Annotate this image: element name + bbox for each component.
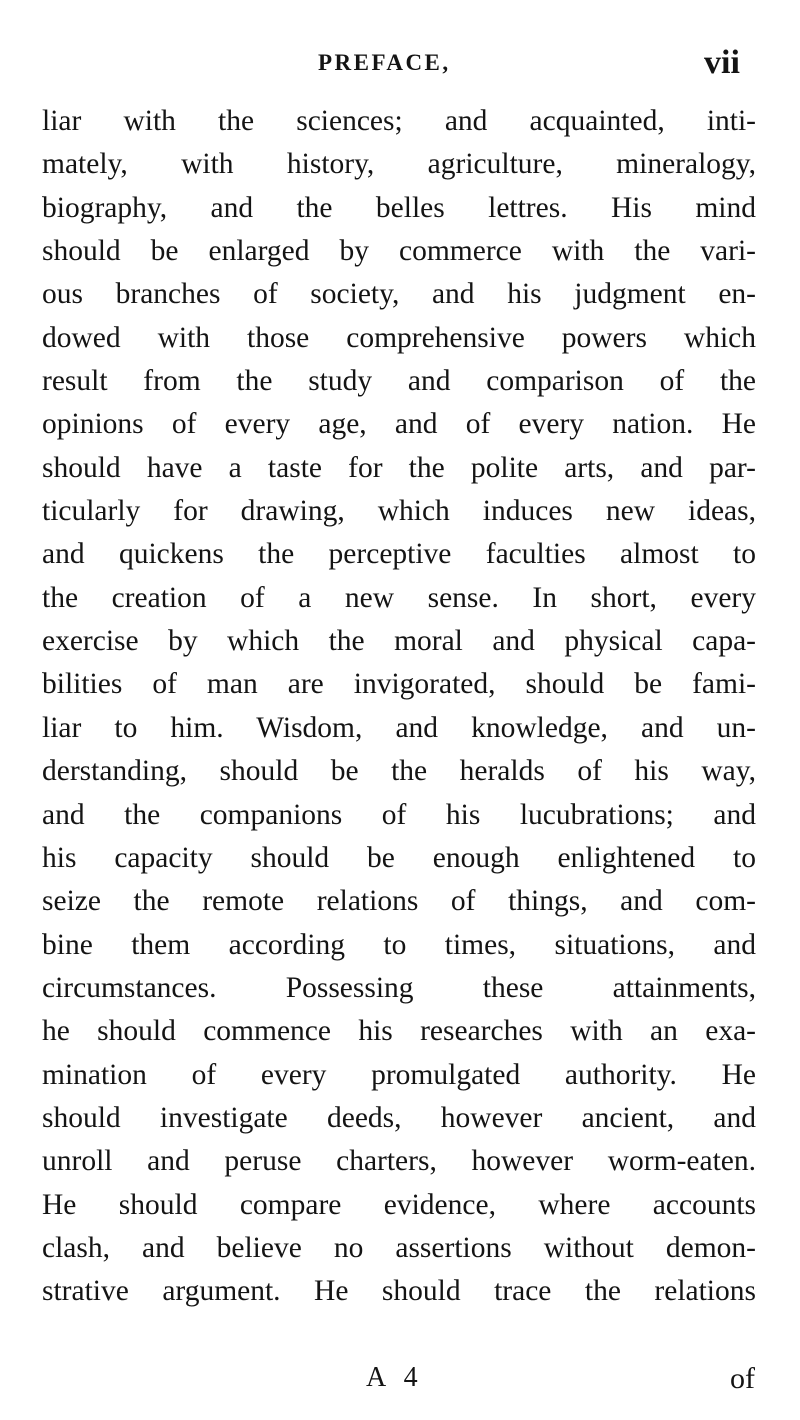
page-header <box>0 44 800 88</box>
text-line: ous branches of society, and his judgment en- <box>42 278 756 311</box>
text-line: ticularly for drawing, which induces new ideas, <box>42 495 756 528</box>
text-line: unroll and peruse charters, however worm-eaten. <box>42 1145 756 1178</box>
text-line: bine them according to times, situations, and <box>42 928 756 961</box>
text-line: clash, and believe no assertions without demon- <box>42 1231 756 1264</box>
text-line: liar with the sciences; and acquainted, inti- <box>42 105 756 137</box>
text-line: should investigate deeds, however ancient, and <box>42 1101 756 1134</box>
text-line: strative argument. He should trace the relations <box>42 1275 756 1308</box>
text-line: and the companions of his lucubrations; and <box>42 798 756 831</box>
running-title: PREFACE, <box>318 50 451 75</box>
signature-mark: A 4 <box>366 1362 424 1393</box>
text-line: mination of every promulgated authority. He <box>42 1058 756 1091</box>
text-line: dowed with those comprehensive powers which <box>42 321 756 354</box>
page-footer <box>0 1362 800 1406</box>
text-line: biography, and the belles lettres. His mind <box>42 191 756 224</box>
text-line: should be enlarged by commerce with the vari- <box>42 235 756 268</box>
text-line: liar to him. Wisdom, and knowledge, and un- <box>42 711 756 744</box>
page-number: vii <box>704 44 740 81</box>
text-line: exercise by which the moral and physical capa- <box>42 625 756 658</box>
text-line: circumstances. Possessing these attainments, <box>42 971 756 1004</box>
text-line: derstanding, should be the heralds of his way, <box>42 755 756 788</box>
text-line: and quickens the perceptive faculties almost to <box>42 538 756 571</box>
text-line: result from the study and comparison of the <box>42 365 756 398</box>
text-line: seize the remote relations of things, and com- <box>42 885 756 918</box>
text-line: should have a taste for the polite arts, and par- <box>42 451 756 484</box>
body-text <box>42 100 756 1314</box>
text-line: opinions of every age, and of every nation. He <box>42 408 756 441</box>
text-line: He should compare evidence, where accounts <box>42 1188 756 1221</box>
text-line: the creation of a new sense. In short, every <box>42 581 756 614</box>
text-line: bilities of man are invigorated, should be fami- <box>42 668 756 701</box>
text-line: he should commence his researches with an exa- <box>42 1015 756 1048</box>
text-line: mately, with history, agriculture, mineralogy, <box>42 148 756 181</box>
text-line: his capacity should be enough enlightened to <box>42 841 756 874</box>
catchword: of <box>730 1362 755 1395</box>
